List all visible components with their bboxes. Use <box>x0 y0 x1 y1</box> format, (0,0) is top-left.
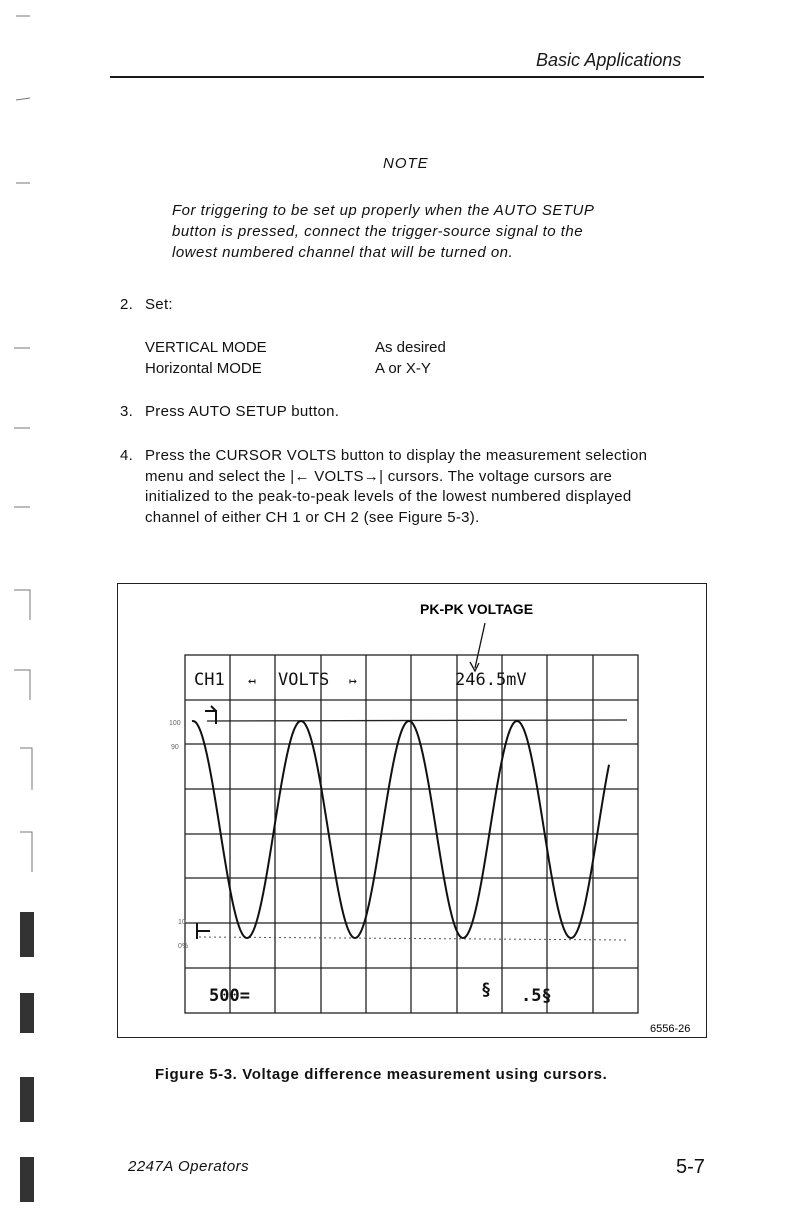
note-line: button is pressed, connect the trigger-source signal to the <box>172 223 584 240</box>
note-line: For triggering to be set up properly when the AUTO SETUP <box>172 202 595 219</box>
step-line: menu and select the |← VOLTS→| cursors. The voltage cursors are <box>145 467 613 485</box>
callout-label: PK-PK VOLTAGE <box>420 601 534 617</box>
figure-number: 6556-26 <box>650 1023 691 1035</box>
page-number: 5-7 <box>676 1156 705 1178</box>
callout-leader <box>475 623 485 668</box>
readout-time-symbol: § <box>481 980 492 1000</box>
readout-time-per-div: .5§ <box>521 986 552 1006</box>
label-10-percent: 10 <box>178 919 186 926</box>
note-line: lowest numbered channel that will be turned on. <box>172 244 514 261</box>
step-number: 4. <box>120 447 134 464</box>
oscilloscope-figure <box>117 583 707 1038</box>
step-line: Press the CURSOR VOLTS button to display the measurement selection <box>145 447 648 464</box>
readout-left-cursor-symbol: ↤ <box>248 674 256 689</box>
readout-delta-voltage: 246.5mV <box>455 670 527 690</box>
setting-value: As desired <box>375 339 446 356</box>
upper-voltage-cursor <box>207 720 627 721</box>
step-text: Press AUTO SETUP button. <box>145 403 340 420</box>
footer-manual-title: 2247A Operators <box>128 1158 250 1175</box>
label-100-percent: 100 <box>169 720 181 727</box>
setting-value: A or X-Y <box>375 360 431 377</box>
label-0-percent: 0% <box>178 943 189 950</box>
setting-control: Horizontal MODE <box>145 360 262 377</box>
note-body <box>172 200 672 263</box>
step-number: 3. <box>120 403 134 420</box>
note-heading: NOTE <box>383 155 429 172</box>
header-rule <box>110 76 704 78</box>
running-header: Basic Applications <box>536 50 682 70</box>
step-line: channel of either CH 1 or CH 2 (see Figure 5-3). <box>145 508 480 526</box>
readout-right-cursor-symbol: ↦ <box>349 674 357 689</box>
graticule <box>185 655 638 1013</box>
step-line: initialized to the peak-to-peak levels of the lowest numbered displayed <box>145 488 632 505</box>
readout-volts: VOLTS <box>278 670 330 690</box>
lower-voltage-cursor <box>199 937 629 940</box>
readout-channel: CH1 <box>194 670 225 690</box>
figure-caption: Figure 5-3. Voltage difference measurement using cursors. <box>155 1066 608 1083</box>
step-number: 2. <box>120 296 134 313</box>
readout-volts-per-div: 500= <box>209 986 250 1006</box>
step-text <box>145 446 710 528</box>
label-90-percent: 90 <box>171 744 179 751</box>
lower-cursor-marker <box>197 923 210 939</box>
scan-margin-marks <box>0 0 40 1224</box>
step-text: Set: <box>145 296 173 313</box>
setting-control: VERTICAL MODE <box>145 339 267 356</box>
